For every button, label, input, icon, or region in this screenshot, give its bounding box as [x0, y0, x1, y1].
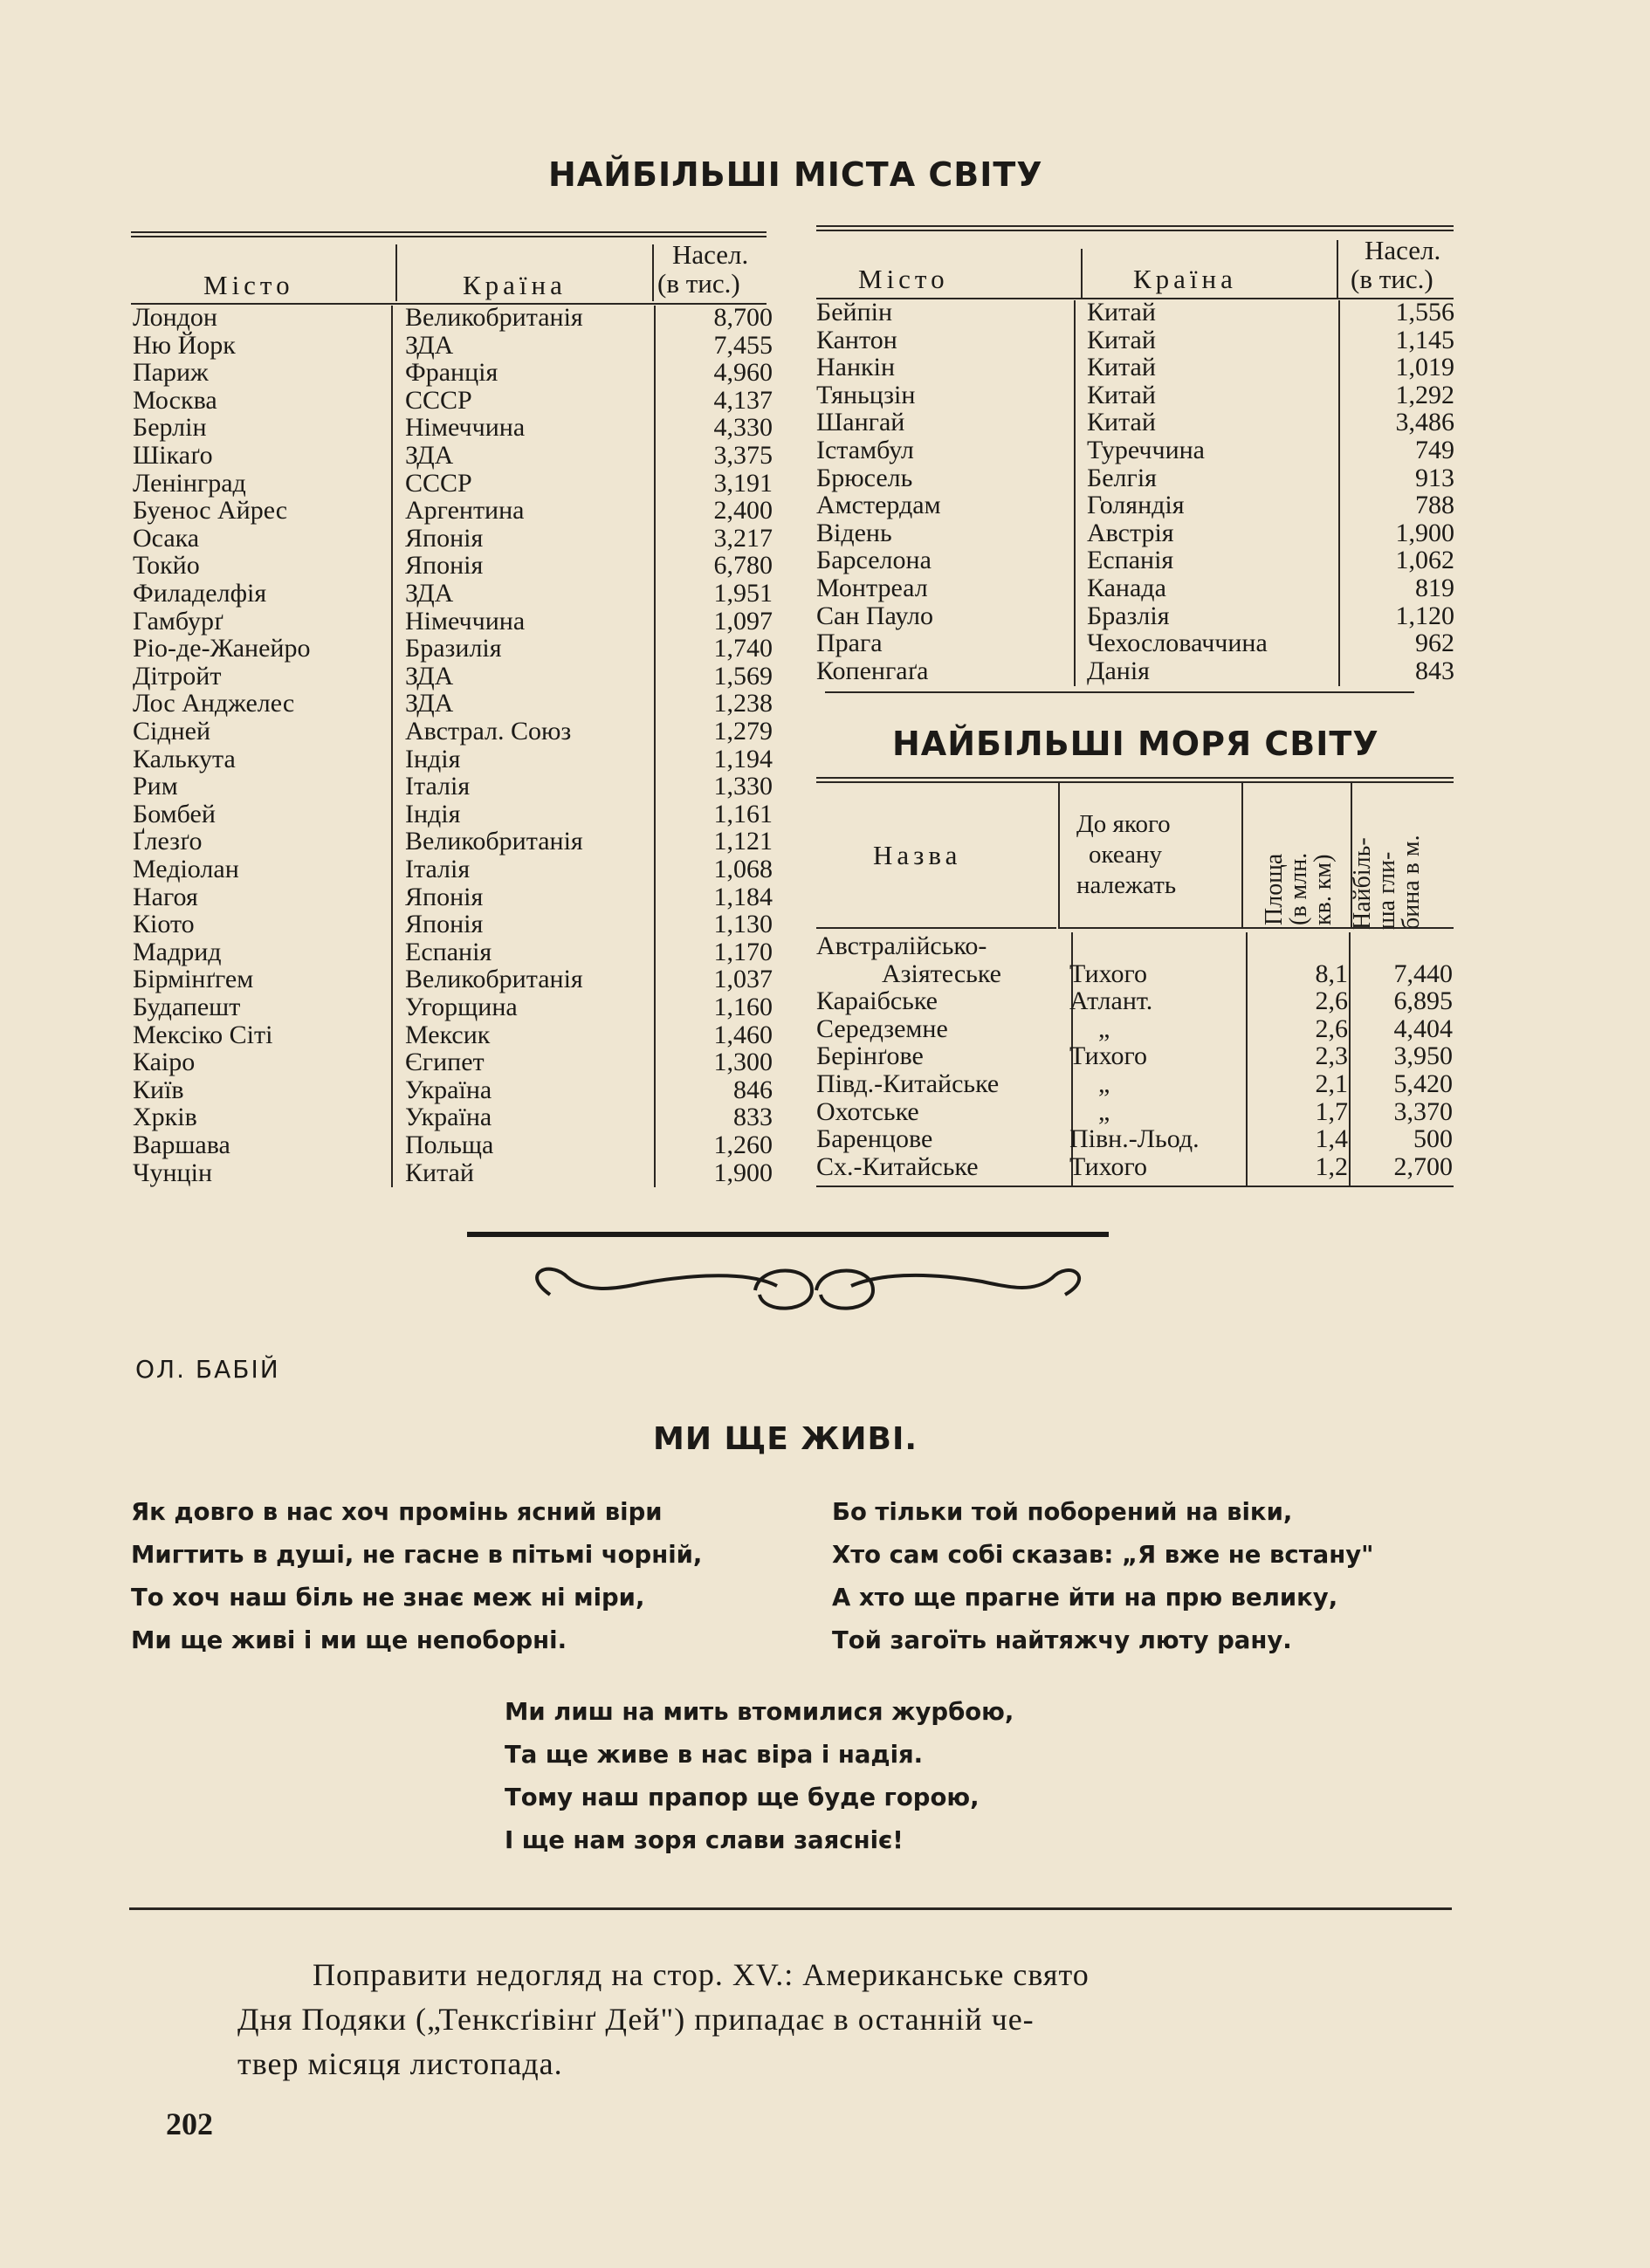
country-cell: Єгипет [405, 1048, 485, 1077]
population-cell: 1,161 [713, 799, 773, 828]
country-cell: Великобританія [405, 303, 583, 332]
population-cell: 1,160 [713, 993, 773, 1021]
seas-header-ocean-2: океану [1089, 841, 1162, 869]
sea-name-cell: Сх.-Китайське [816, 1151, 979, 1181]
city-cell: Лос Анджелес [133, 689, 295, 718]
ocean-cell: Тихого [1069, 1151, 1148, 1181]
country-cell: Туреччина [1087, 436, 1205, 464]
depth-cell: 3,370 [1393, 1096, 1453, 1126]
section-rule [129, 1907, 1452, 1910]
population-cell: 6,780 [713, 551, 773, 581]
population-cell: 1,556 [1395, 298, 1454, 326]
country-cell: Німеччина [405, 413, 526, 443]
country-cell: СССР [405, 468, 472, 498]
city-cell: Монтреал [816, 574, 928, 602]
country-cell: Австрал. Союз [405, 717, 572, 746]
header-pop-2: (в тис.) [657, 268, 740, 299]
population-cell: 3,217 [713, 523, 773, 553]
poem-line: Та ще живе в нас віра і надія. [505, 1741, 924, 1769]
population-cell: 1,569 [713, 661, 773, 691]
city-cell: Берлін [133, 413, 207, 443]
header-pop-1: Насел. [672, 239, 749, 270]
note-line: Поправити недогляд на стор. XV.: Американське свято [313, 1957, 1090, 1992]
city-cell: Каіро [133, 1048, 196, 1077]
city-cell: Барселона [816, 546, 932, 575]
note-line: Дня Подяки („Тенксґівінґ Дей") припадає в останній че- [237, 2002, 1035, 2037]
population-cell: 749 [1415, 436, 1454, 464]
sea-name-cell: Півд.-Китайське [816, 1069, 1000, 1098]
population-cell: 846 [733, 1075, 773, 1104]
population-cell: 1,279 [713, 717, 773, 746]
area-cell: 2,1 [1315, 1069, 1348, 1098]
city-cell: Рим [133, 772, 178, 801]
population-cell: 1,019 [1395, 353, 1454, 382]
poem-line: Той загоїть найтяжчу люту рану. [832, 1626, 1292, 1654]
header-city: Місто [858, 264, 949, 294]
sea-name-cell: Караібське [816, 986, 938, 1016]
population-cell: 788 [1415, 491, 1454, 520]
poem-line: То хоч наш біль не знає меж ні міри, [131, 1584, 645, 1612]
city-cell: Нагоя [133, 882, 198, 911]
city-cell: Шангай [816, 408, 905, 437]
population-cell: 913 [1415, 463, 1454, 492]
country-cell: Белгія [1087, 463, 1157, 492]
city-cell: Сан Пауло [816, 601, 933, 630]
city-cell: Прага [816, 629, 883, 658]
country-cell: Японія [405, 523, 484, 553]
area-cell: 8,1 [1315, 959, 1348, 988]
population-cell: 833 [733, 1103, 773, 1132]
poem-line: Ми ще живі і ми ще непоборні. [131, 1626, 567, 1654]
country-cell: Аргентина [405, 496, 525, 526]
country-cell: Чехословаччина [1087, 629, 1268, 658]
ocean-cell: „ [1098, 1014, 1110, 1043]
header-city: Місто [203, 270, 294, 300]
population-cell: 1,292 [1395, 380, 1454, 409]
city-cell: Київ [133, 1075, 184, 1104]
depth-cell: 500 [1413, 1124, 1453, 1154]
cities-title: НАЙБІЛЬШІ МІСТА СВІТУ [548, 155, 1043, 194]
population-cell: 1,900 [1395, 518, 1454, 547]
page-number: 202 [166, 2106, 213, 2141]
city-cell: Хрків [133, 1103, 197, 1132]
country-cell: Великобританія [405, 827, 583, 856]
population-cell: 1,260 [713, 1131, 773, 1159]
city-cell: Дітройт [133, 661, 222, 691]
population-cell: 1,145 [1395, 325, 1454, 354]
country-cell: Японія [405, 882, 484, 911]
country-cell: Китай [1087, 298, 1156, 326]
population-cell: 1,460 [713, 1020, 773, 1049]
depth-cell: 5,420 [1393, 1069, 1453, 1098]
population-cell: 1,900 [713, 1158, 773, 1187]
poem-title: МИ ЩЕ ЖИВІ. [653, 1421, 918, 1457]
city-cell: Чунцін [133, 1158, 212, 1187]
country-cell: ЗДА [405, 330, 454, 360]
population-cell: 1,068 [713, 855, 773, 883]
country-cell: Японія [405, 551, 484, 581]
poem-line: Як довго в нас хоч промінь ясний віри [131, 1498, 663, 1526]
poem-line: Ми лиш на мить втомилися журбою, [505, 1698, 1014, 1726]
header-pop-1: Насел. [1365, 235, 1441, 265]
country-cell: Мексик [405, 1020, 491, 1049]
depth-cell: 2,700 [1393, 1151, 1453, 1181]
city-cell: Копенгаґа [816, 656, 929, 685]
country-cell: Китай [1087, 408, 1156, 437]
city-cell: Медіолан [133, 855, 239, 883]
population-cell: 1,184 [713, 882, 773, 911]
sea-name-cell: Середземне [816, 1014, 948, 1043]
city-cell: Бейпін [816, 298, 893, 326]
ocean-cell: Тихого [1069, 959, 1148, 988]
city-cell: Мексіко Сіті [133, 1020, 273, 1049]
city-cell: Ленінград [133, 468, 246, 498]
ocean-cell: „ [1098, 1096, 1110, 1126]
seas-header-ocean-1: До якого [1076, 810, 1171, 838]
ornament-divider [467, 1229, 1113, 1330]
sea-name-cell: Баренцове [816, 1124, 933, 1154]
city-cell: Нанкін [816, 353, 895, 382]
ocean-cell: Атлант. [1069, 986, 1153, 1016]
poem-line: І ще нам зоря слави заясніє! [505, 1826, 904, 1854]
sea-name-cell: Австралійсько- [816, 931, 987, 960]
poem-line: Тому наш прапор ще буде горою, [505, 1783, 980, 1811]
country-cell: Голяндія [1087, 491, 1185, 520]
note-line: твер місяця листопада. [237, 2046, 563, 2081]
population-cell: 4,330 [713, 413, 773, 443]
country-cell: Китай [1087, 353, 1156, 382]
area-cell: 2,6 [1315, 1014, 1348, 1043]
city-cell: Осака [133, 523, 200, 553]
city-cell: Шікаґо [133, 441, 213, 470]
city-cell: Лондон [133, 303, 217, 332]
country-cell: Китай [1087, 325, 1156, 354]
country-cell: Китай [405, 1158, 474, 1187]
country-cell: Україна [405, 1103, 492, 1132]
city-cell: Ріо-де-Жанейро [133, 634, 311, 663]
country-cell: ЗДА [405, 579, 454, 608]
table-bottom-rule [825, 691, 1414, 693]
city-cell: Калькута [133, 744, 236, 773]
poem-line: Хто сам собі сказав: „Я вже не встану" [832, 1541, 1374, 1569]
population-cell: 1,130 [713, 910, 773, 939]
population-cell: 2,400 [713, 496, 773, 526]
country-cell: Японія [405, 910, 484, 939]
city-cell: Відень [816, 518, 892, 547]
area-cell: 1,7 [1315, 1096, 1348, 1126]
city-cell: Мадрид [133, 937, 222, 966]
population-cell: 1,300 [713, 1048, 773, 1077]
country-cell: Еспанія [405, 937, 492, 966]
country-cell: Данія [1087, 656, 1150, 685]
population-cell: 1,120 [1395, 601, 1454, 630]
ocean-cell: Півн.-Льод. [1069, 1124, 1200, 1154]
country-cell: Бразилія [405, 634, 502, 663]
population-cell: 1,170 [713, 937, 773, 966]
population-cell: 4,960 [713, 358, 773, 388]
sea-name-cell: Берінґове [816, 1041, 924, 1071]
depth-cell: 7,440 [1393, 959, 1453, 988]
population-cell: 1,330 [713, 772, 773, 801]
city-cell: Токйо [133, 551, 200, 581]
sea-name-cell: Охотське [816, 1096, 919, 1126]
population-cell: 962 [1415, 629, 1454, 658]
poem-line: Бо тільки той поборений на віки, [832, 1498, 1293, 1526]
city-cell: Кантон [816, 325, 897, 354]
depth-cell: 6,895 [1393, 986, 1453, 1016]
country-cell: Бразлія [1087, 601, 1170, 630]
city-cell: Бірмінґгем [133, 965, 254, 994]
country-cell: Франція [405, 358, 498, 388]
country-cell: Україна [405, 1075, 492, 1104]
header-pop-2: (в тис.) [1351, 264, 1433, 294]
country-cell: Індія [405, 799, 461, 828]
country-cell: Еспанія [1087, 546, 1174, 575]
table-top-rule [816, 225, 1454, 231]
population-cell: 1,121 [713, 827, 773, 856]
sea-name-cell: Азіятеське [882, 959, 1001, 988]
country-cell: Австрія [1087, 518, 1174, 547]
poem-line: Мигтить в душі, не гасне в пітьмі чорній, [131, 1541, 703, 1569]
country-cell: ЗДА [405, 661, 454, 691]
depth-cell: 4,404 [1393, 1014, 1453, 1043]
city-cell: Филаделфія [133, 579, 267, 608]
country-cell: Канада [1087, 574, 1166, 602]
population-cell: 4,137 [713, 385, 773, 415]
header-country: Країна [463, 270, 567, 300]
population-cell: 1,194 [713, 744, 773, 773]
city-cell: Гамбурґ [133, 606, 223, 636]
area-cell: 2,6 [1315, 986, 1348, 1016]
country-cell: Індія [405, 744, 461, 773]
city-cell: Ґлезґо [133, 827, 203, 856]
city-cell: Істамбул [816, 436, 914, 464]
city-cell: Сідней [133, 717, 211, 746]
country-cell: Італія [405, 772, 471, 801]
city-cell: Париж [133, 358, 209, 388]
seas-header-ocean-3: належать [1076, 871, 1177, 899]
city-cell: Варшава [133, 1131, 230, 1159]
population-cell: 1,238 [713, 689, 773, 718]
population-cell: 843 [1415, 656, 1454, 685]
population-cell: 3,375 [713, 441, 773, 470]
population-cell: 1,062 [1395, 546, 1454, 575]
seas-header-name: Назва [873, 840, 962, 870]
population-cell: 819 [1415, 574, 1454, 602]
header-country: Країна [1133, 264, 1237, 294]
country-cell: Польща [405, 1131, 494, 1159]
area-cell: 1,2 [1315, 1151, 1348, 1181]
ocean-cell: Тихого [1069, 1041, 1148, 1071]
area-cell: 2,3 [1315, 1041, 1348, 1071]
country-cell: Китай [1087, 380, 1156, 409]
depth-cell: 3,950 [1393, 1041, 1453, 1071]
population-cell: 3,486 [1395, 408, 1454, 437]
population-cell: 7,455 [713, 330, 773, 360]
table-top-rule [131, 231, 767, 237]
population-cell: 1,740 [713, 634, 773, 663]
city-cell: Тяньцзін [816, 380, 916, 409]
ocean-cell: „ [1098, 1069, 1110, 1098]
city-cell: Амстердам [816, 491, 941, 520]
city-cell: Бомбей [133, 799, 216, 828]
poem-line: А хто ще прагне йти на прю велику, [832, 1584, 1338, 1612]
country-cell: Італія [405, 855, 471, 883]
country-cell: ЗДА [405, 441, 454, 470]
country-cell: ЗДА [405, 689, 454, 718]
city-cell: Москва [133, 385, 217, 415]
population-cell: 1,951 [713, 579, 773, 608]
city-cell: Ню Йорк [133, 330, 236, 360]
seas-title: НАЙБІЛЬШІ МОРЯ СВІТУ [892, 725, 1379, 763]
area-cell: 1,4 [1315, 1124, 1348, 1154]
country-cell: Угорщина [405, 993, 518, 1021]
poem-author: ОЛ. БАБІЙ [135, 1355, 280, 1384]
population-cell: 1,097 [713, 606, 773, 636]
city-cell: Буенос Айрес [133, 496, 288, 526]
city-cell: Будапешт [133, 993, 241, 1021]
population-cell: 3,191 [713, 468, 773, 498]
city-cell: Брюсель [816, 463, 913, 492]
country-cell: Німеччина [405, 606, 526, 636]
population-cell: 1,037 [713, 965, 773, 994]
population-cell: 8,700 [713, 303, 773, 332]
country-cell: СССР [405, 385, 472, 415]
city-cell: Кіото [133, 910, 195, 939]
country-cell: Великобританія [405, 965, 583, 994]
